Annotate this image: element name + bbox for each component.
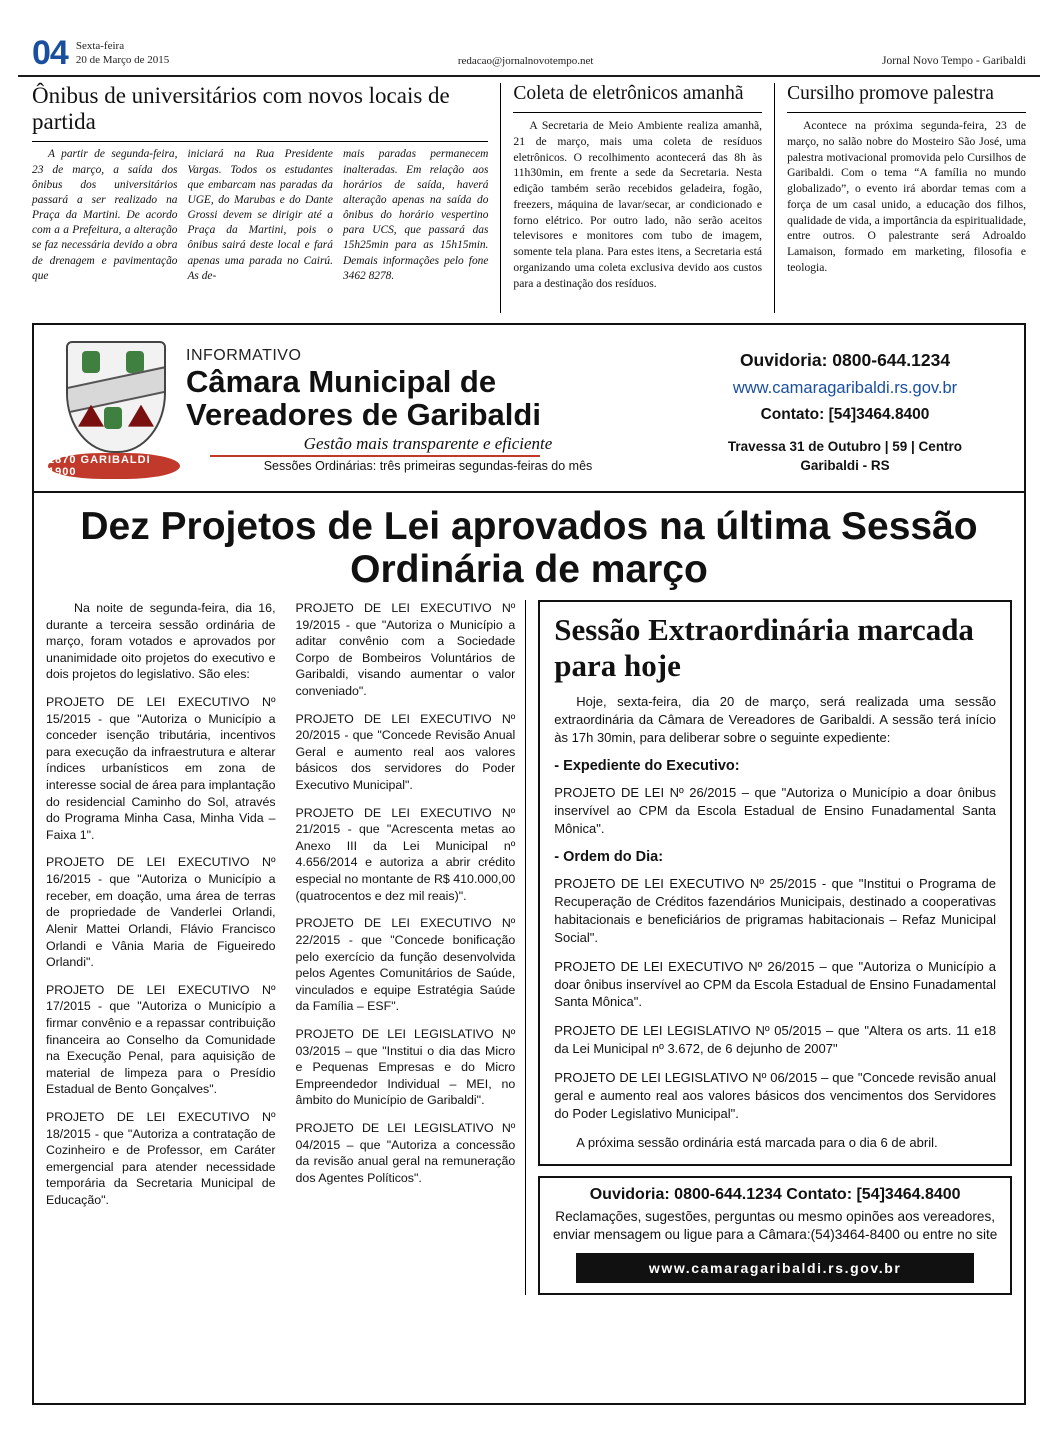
- masthead-date-block: [76, 40, 169, 69]
- page-number: 04: [32, 34, 68, 72]
- informativo-column-3: [525, 600, 1012, 1295]
- contact-address-line2: Garibaldi - RS: [800, 457, 890, 473]
- informativo-advertorial: [32, 323, 1026, 1405]
- paragraph: PROJETO DE LEI EXECUTIVO Nº 21/2015 - que "Acrescenta metas ao Anexo III da Lei Municipal nº 4.656/2014 e autoriza a abrir crédito especial no montante de R$ 410.000,00 (quatrocentos e dez mil reais)".: [295, 805, 516, 903]
- paragraph: PROJETO DE LEI EXECUTIVO Nº 22/2015 - que "Concede bonificação pelo exercício da função desenvolvida pelos Agentes Comunitários de Saúde, vinculados e equipe Estratégia Saúde da Família – ESF".: [295, 916, 516, 1014]
- paragraph: PROJETO DE LEI EXECUTIVO Nº 15/2015 - que "Autoriza o Município a conceder isenção tributária, incentivos para execução da infraestrutura e alterar índices urbanísticos em zona de interesse social de área para implantação do residencial Caminho do Sol, através do Programa Minha Casa, Minha Vida – Faixa 1".: [46, 694, 276, 842]
- informativo-column-2: [286, 600, 526, 1295]
- contact-website-link[interactable]: www.camaragaribaldi.rs.gov.br: [732, 379, 958, 398]
- divider: [787, 112, 1026, 113]
- paragraph: PROJETO DE LEI EXECUTIVO Nº 18/2015 - que "Autoriza a contratação de Cozinheiro e de Professor, em Caráter emergencial para atender necessidade temporária da Secretaria Municipal de Educação".: [46, 1110, 276, 1208]
- masthead-paper-name: Jornal Novo Tempo - Garibaldi: [882, 54, 1026, 67]
- subheading-ordem-do-dia: - Ordem do Dia:: [554, 848, 664, 865]
- article-onibus-col2: iniciará na Rua Presidente Vargas. Todos os estudantes que embarcam nas paradas da UGE, do Marubas e do Dante Grossi devem se dirigir até a Praça da Martini, pois o ônibus sairá deste local e fará apenas uma parada no Cairú. As de-: [187, 148, 333, 282]
- divider: [513, 112, 762, 113]
- coat-of-arms-icon: [48, 335, 180, 485]
- informativo-column-1: [46, 600, 286, 1295]
- ouvidoria-contacts: Ouvidoria: 0800-644.1234 Contato: [54]3464.8400: [589, 1186, 961, 1204]
- contact-phone: Contato: [54]3464.8400: [760, 406, 930, 424]
- informativo-slogan: Gestão mais transparente e eficiente: [303, 433, 553, 453]
- article-cursilho: [774, 83, 1026, 313]
- informativo-kicker: INFORMATIVO: [186, 346, 302, 364]
- informativo-title-block: [180, 347, 680, 473]
- article-onibus-headline: Ônibus de universitários com novos locais de partida: [32, 82, 450, 135]
- paragraph: PROJETO DE LEI LEGISLATIVO Nº 05/2015 – que "Altera os arts. 11 e18 da Lei Municipal nº 3.672, de 6 dejunho de 2007": [554, 1023, 996, 1057]
- slogan-underline: [210, 455, 540, 457]
- article-onibus: [32, 83, 500, 313]
- shield-icon: [66, 341, 166, 453]
- informativo-sessoes-note: Sessões Ordinárias: três primeiras segundas-feiras do mês: [263, 458, 593, 473]
- informativo-columns: [34, 600, 1024, 1303]
- subheading-expediente: - Expediente do Executivo:: [554, 758, 740, 775]
- article-cursilho-text: Acontece na próxima segunda-feira, 23 de março, no salão nobre do Mosteiro São José, uma palestra motivacional promovida pelo Cursilhos de Garibaldi. Com o tema “A família no mundo globalizado”, o evento irá abordar temas com a força de um casal unido, a educação dos filhos, qualidade de vida, a importância da espiritualidade, entre outros. O palestrante será Adroaldo Lamaison, formado em marketing, filosofia e teologia.: [787, 119, 1026, 274]
- paragraph: PROJETO DE LEI EXECUTIVO Nº 16/2015 - que "Autoriza o Município a receber, em doação, uma área de terras de propriedade de Vanderlei Orlandi, Alenir Mattei Orlandi, Flávio Francisco Orlandi e Vânia Maria de Figueiredo Orlandi".: [46, 855, 276, 970]
- contact-address-line1: Travessa 31 de Outubro | 59 | Centro: [727, 439, 963, 455]
- ouvidoria-footer-box: [538, 1176, 1012, 1295]
- paragraph: PROJETO DE LEI EXECUTIVO Nº 17/2015 - que "Autoriza o Município a firmar convênio e a repassar contribuição financeira ao Conselho da Comunidade na Execução Penal, para aquisição de material de limpeza para o Presídio Estadual de Bento Gonçalves".: [46, 982, 276, 1097]
- informativo-title-line1: Câmara Municipal de: [186, 363, 497, 399]
- paragraph: PROJETO DE LEI EXECUTIVO Nº 26/2015 – que "Autoriza o Município a doar ônibus inservível ao CPM da Escola Estadual de Ensino Funadamental Santa Mônica".: [554, 958, 996, 1010]
- paragraph: PROJETO DE LEI LEGISLATIVO Nº 04/2015 – que "Autoriza a concessão da revisão anual geral na remuneração dos Agentes Políticos".: [295, 1121, 516, 1185]
- informativo-contact-block: [680, 344, 1010, 474]
- paragraph: PROJETO DE LEI EXECUTIVO Nº 20/2015 - que "Concede Revisão Anual Geral e aumento real aos valores básicos dos servidores do Poder Executivo Municipal".: [295, 711, 516, 793]
- contact-ouvidoria: Ouvidoria: 0800-644.1234: [739, 350, 951, 371]
- masthead-weekday: Sexta-feira: [75, 40, 125, 53]
- informativo-title-line2: Vereadores de Garibaldi: [186, 397, 541, 433]
- article-onibus-col3: mais paradas permanecem inalteradas. Em relação aos horários de saída, haverá alteração apenas na saída do ônibus do horário vespertino para UCS, que passará das 15h25min para as 15h15min. Demais informações pelo fone 3462 8278.: [342, 148, 489, 282]
- informativo-main-headline: Dez Projetos de Lei aprovados na última Sessão Ordinária de março: [80, 504, 978, 592]
- informativo-header: [34, 325, 1024, 493]
- article-coleta-text: A Secretaria de Meio Ambiente realiza amanhã, 21 de março, mais uma coleta de resíduos eletrônicos. O recolhimento acontecerá das 8h às 11h30min, em frente a sede da Secretaria. Nesta edição também serão recebidos geladeira, fogão, freezers, máquina de lavar/secar, ar condicionado e forno elétrico. Por outro lado, não serão aceitos televisores e monitores com tubo de imagem, somente tela plana. Para estes itens, a Secretaria está organizando uma coleta exclusiva devido aos custos para a destinação dos resíduos.: [513, 119, 763, 290]
- top-news-area: [18, 77, 1040, 313]
- coat-of-arms-ribbon: 1870 GARIBALDI 1900: [48, 453, 180, 479]
- sessao-extraordinaria-title: Sessão Extraordinária marcada para hoje: [554, 611, 974, 683]
- ouvidoria-website-banner[interactable]: www.camaragaribaldi.rs.gov.br: [576, 1253, 974, 1283]
- ouvidoria-description: Reclamações, sugestões, perguntas ou mesmo opinões aos vereadores, enviar mensagem ou ligue para a Câmara:(54)3464-8400 ou entre no site: [552, 1209, 998, 1243]
- paragraph: PROJETO DE LEI EXECUTIVO Nº 19/2015 - que "Autoriza o Município a aditar convênio com a Sociedade Corpo de Bombeiros Voluntários de Garibaldi, visando aumentar o valor conveniado".: [295, 600, 516, 698]
- paragraph: Na noite de segunda-feira, dia 16, durante a terceira sessão ordinária de março, foram votados e aprovados por unanimidade oito projetos do executivo e dois projetos do legislativo. São eles:: [46, 600, 276, 682]
- article-coleta-headline: Coleta de eletrônicos amanhã: [513, 82, 744, 104]
- article-coleta: [500, 83, 774, 313]
- divider: [32, 141, 488, 142]
- paragraph: PROJETO DE LEI EXECUTIVO Nº 25/2015 - que "Institui o Programa de Recuperação de Créditos fazendários Municipais, destinado a cooperativas habitacionais e beneficiários de prigramas habitacionais – Refaz Municipal Social".: [554, 875, 996, 945]
- paragraph: PROJETO DE LEI Nº 26/2015 – que "Autoriza o Município a doar ônibus inservível ao CPM da Escola Estadual de Ensino Funadamental Santa Mônica".: [554, 785, 996, 836]
- paragraph: PROJETO DE LEI LEGISLATIVO Nº 06/2015 – que "Concede revisão anual geral e aumento real aos valores básicos dos vencimentos dos Servidores do Poder Legislativo Municipal".: [554, 1070, 996, 1122]
- masthead: [18, 0, 1040, 77]
- article-onibus-col1: A partir de segunda-feira, 23 de março, a saída dos ônibus dos universitários passará a ser realizado na Praça da Martini. De acordo com a a Prefeitura, a alteração se faz necessária devido a obra de drenagem e pavimentação que: [32, 148, 178, 282]
- article-cursilho-headline: Cursilho promove palestra: [787, 82, 994, 104]
- paragraph: PROJETO DE LEI LEGISLATIVO Nº 03/2015 – que "Institui o dia das Micro e Pequenas Empresas e do Micro Empreendedor Individual – MEI, no âmbito do Município de Garibaldi".: [295, 1026, 516, 1108]
- paragraph: Hoje, sexta-feira, dia 20 de março, será realizada uma sessão extraordinária da Câmara de Vereadores de Garibaldi. A sessão terá início às 17h 30min, para deliberar sobre o seguinte expediente:: [554, 694, 996, 746]
- paragraph-closing: A próxima sessão ordinária está marcada para o dia 6 de abril.: [576, 1135, 938, 1151]
- sessao-extraordinaria-box: [538, 600, 1012, 1166]
- masthead-email: redacao@jornalnovotempo.net: [457, 54, 594, 67]
- masthead-date: 20 de Março de 2015: [75, 53, 170, 66]
